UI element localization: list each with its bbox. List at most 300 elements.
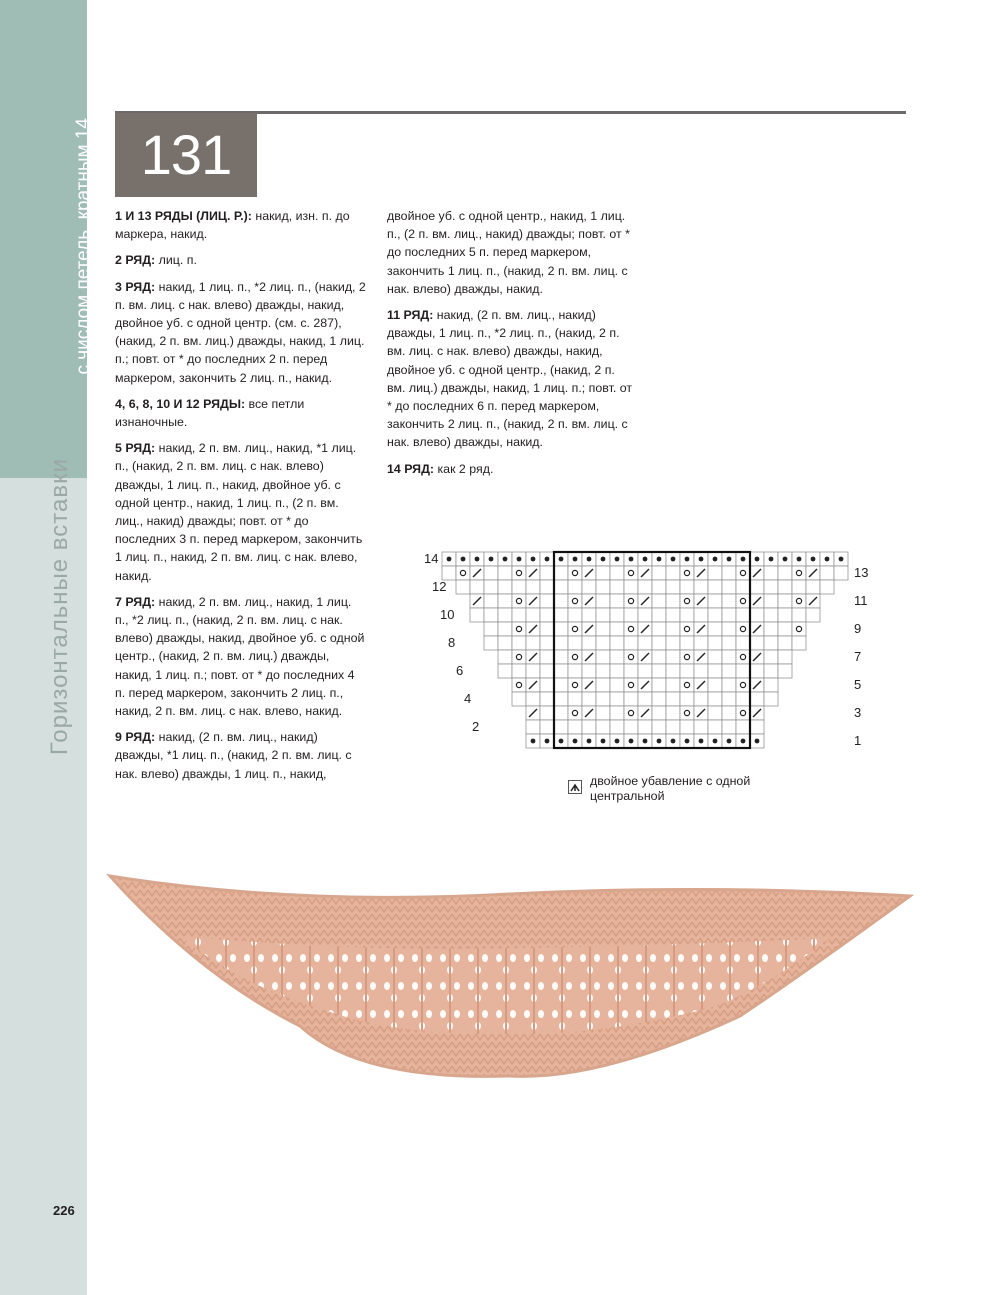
chart-cell [512,692,526,706]
chart-cell [722,706,736,720]
chart-cell [806,580,820,594]
chart-cell [596,636,610,650]
row-number-left: 12 [432,579,447,594]
chart-cell [792,608,806,622]
sidebar-section-title: Горизонтальные вставки [46,458,73,756]
chart-cell [554,664,568,678]
chart-cell [554,706,568,720]
chart-cell [568,678,582,692]
instruction-paragraph: 7 РЯД: накид, 2 п. вм. лиц., накид, 1 лиц. п., *2 лиц. п., (накид, 2 п. вм. лиц. с нак. влево) дважды, накид, двойное уб. с одной центр., (накид, 2 п. вм. лиц.) дважды, накид, 1 лиц. п.; повт. от * до последних 4 п. перед маркером, закончить 2 лиц. п., накид, 2 п. вм. лиц. с нак. влево, накид. [115,594,365,719]
purl-dot [559,557,564,562]
chart-cell [694,720,708,734]
chart-cell [540,678,554,692]
chart-cell [624,622,638,636]
row-number-left: 6 [456,663,464,678]
chart-cell [666,650,680,664]
purl-dot [545,557,550,562]
chart-cell [498,622,512,636]
legend-symbol-icon [568,780,582,794]
chart-cell [666,720,680,734]
purl-dot [615,557,620,562]
chart-cell [540,594,554,608]
chart-cell [568,664,582,678]
chart-cell [498,594,512,608]
chart-cell [568,566,582,580]
chart-cell [652,566,666,580]
chart-cell [512,594,526,608]
chart-cell [540,664,554,678]
chart-cell [792,566,806,580]
chart-cell [680,594,694,608]
chart-cell [708,650,722,664]
chart-cell [484,580,498,594]
purl-dot [615,739,620,744]
purl-dot [503,557,508,562]
instruction-paragraph: 5 РЯД: накид, 2 п. вм. лиц., накид, *1 лиц. п., (накид, 2 п. вм. лиц. с нак. влево) дважды, 1 лиц. п., накид, двойное уб. с одной центр., накид, 1 лиц. п., (2 п. вм. лиц., накид) дважды; повт. от * до последних 3 п. перед маркером, закончить 1 лиц. п., накид, 2 п. вм. лиц. с нак. влево, накид. [115,441,363,583]
chart-cell [484,622,498,636]
purl-dot [531,557,536,562]
chart-cell [596,608,610,622]
chart-cell [694,664,708,678]
chart-cell [778,608,792,622]
chart-cell [694,580,708,594]
chart-cell [638,720,652,734]
purl-dot [755,557,760,562]
chart-cell [652,594,666,608]
chart-cell [736,594,750,608]
chart-cell [666,678,680,692]
chart-cell [610,580,624,594]
chart-cell [568,692,582,706]
chart-cell [526,720,540,734]
purl-dot [671,739,676,744]
chart-cell [764,594,778,608]
chart-cell [610,594,624,608]
instruction-paragraph: 3 РЯД: накид, 1 лиц. п., *2 лиц. п., (накид, 2 п. вм. лиц. с нак. влево) дважды, накид, двойное уб. с одной центр. (см. с. 287), (накид, 2 п. вм. лиц.) дважды, накид, 1 лиц. п.; повт. от * до последних 2 п. перед маркером, закончить 2 лиц. п., накид. [115,279,366,385]
chart-cell [708,692,722,706]
chart-cell [582,636,596,650]
row-number-right: 3 [854,705,862,720]
chart-cell [764,636,778,650]
chart-cell [764,622,778,636]
chart-cell [610,636,624,650]
row-number-right: 7 [854,649,862,664]
chart-cell [722,692,736,706]
chart-cell [708,664,722,678]
chart-cell [722,580,736,594]
chart-cell [680,636,694,650]
chart-cell [652,706,666,720]
purl-dot [643,557,648,562]
chart-cell [708,706,722,720]
chart-cell [596,580,610,594]
row-number-left: 8 [448,635,456,650]
row-number-left: 2 [472,719,480,734]
chart-cell [610,706,624,720]
chart-cell [638,692,652,706]
purl-dot [531,739,536,744]
chart-cell [624,636,638,650]
page-number: 226 [53,1203,75,1218]
chart-cell [526,636,540,650]
purl-dot [587,739,592,744]
chart-cell [652,580,666,594]
chart-cell [498,608,512,622]
row-number-right: 11 [854,593,868,608]
chart-cell [582,580,596,594]
chart-cell [764,608,778,622]
chart-cell [484,608,498,622]
chart-cell [582,608,596,622]
chart-cell [638,580,652,594]
chart-cell [596,706,610,720]
purl-dot [475,557,480,562]
chart-cell [680,720,694,734]
chart-cell [568,622,582,636]
chart-cell [666,706,680,720]
purl-dot [545,739,550,744]
chart-cell [750,580,764,594]
chart-cell [610,650,624,664]
chart-cell [652,720,666,734]
chart-cell [624,692,638,706]
chart-cell [680,692,694,706]
chart-cell [792,636,806,650]
chart-cell [666,566,680,580]
chart-cell [610,622,624,636]
purl-dot [713,739,718,744]
purl-dot [727,739,732,744]
chart-cell [736,650,750,664]
chart-cell [666,622,680,636]
chart-cell [680,566,694,580]
chart-cell [708,608,722,622]
purl-dot [489,557,494,562]
sidebar-top-label: с числом петель, кратным 14 [73,118,94,375]
chart-cell [554,622,568,636]
chart-cell [610,692,624,706]
chart-cell [722,664,736,678]
chart-cell [652,608,666,622]
knitting-chart [410,548,890,808]
chart-cell [512,622,526,636]
chart-cell [722,608,736,622]
chart-cell [736,706,750,720]
chart-cell [680,580,694,594]
purl-dot [699,557,704,562]
instruction-paragraph: 11 РЯД: накид, (2 п. вм. лиц., накид) дважды, 1 лиц. п., *2 лиц. п., (накид, 2 п. вм. лиц. с нак. влево) дважды, накид, двойное уб. с одной центр., (накид, 2 п. вм. лиц.) дважды, накид, 1 лиц. п.; повт. от * до последних 6 п. перед маркером, закончить 2 лиц. п., (накид, 2 п. вм. лиц. с нак. влево) дважды, накид. [387,308,633,450]
chart-cell [666,664,680,678]
chart-cell [708,580,722,594]
chart-cell [554,692,568,706]
chart-cell [624,650,638,664]
chart-cell [554,720,568,734]
chart-cell [526,608,540,622]
chart-cell [778,636,792,650]
purl-dot [601,739,606,744]
chart-cell [652,678,666,692]
chart-cell [652,664,666,678]
chart-cell [540,650,554,664]
chart-cell [778,580,792,594]
knitting-chart-grid [410,548,890,758]
chart-cell [736,692,750,706]
chart-cell [722,636,736,650]
chart-cell [652,650,666,664]
chart-cell [652,692,666,706]
chart-cell [722,566,736,580]
purl-dot [783,557,788,562]
sidebar [0,0,94,1295]
chart-cell [666,580,680,594]
chart-cell [498,664,512,678]
chart-cell [708,566,722,580]
chart-cell [638,608,652,622]
instruction-paragraph: 4, 6, 8, 10 И 12 РЯДЫ: все петли изнаночные. [115,396,305,430]
chart-cell [652,636,666,650]
purl-dot [825,557,830,562]
purl-dot [461,557,466,562]
chart-cell [638,636,652,650]
chart-cell [820,580,834,594]
chart-cell [554,580,568,594]
chart-cell [526,692,540,706]
purl-dot [517,557,522,562]
chart-cell [708,636,722,650]
chart-cell [792,580,806,594]
pattern-number: 131 [115,113,257,197]
chart-cell [694,608,708,622]
row-number-right: 5 [854,677,862,692]
chart-cell [708,622,722,636]
chart-cell [568,706,582,720]
row-number-left: 4 [464,691,472,706]
chart-cell [512,636,526,650]
instructions-right-column [387,207,635,486]
chart-cell [526,580,540,594]
chart-cell [736,580,750,594]
chart-cell [666,692,680,706]
chart-cell [596,650,610,664]
chart-cell [792,622,806,636]
instruction-paragraph: 9 РЯД: накид, (2 п. вм. лиц., накид) дважды, *1 лиц. п., (накид, 2 п. вм. лиц. с нак. влево) дважды, 1 лиц. п., накид, [115,730,352,781]
chart-cell [708,594,722,608]
instruction-paragraph: 14 РЯД: как 2 ряд. [387,461,494,476]
chart-cell [778,664,792,678]
chart-cell [680,706,694,720]
purl-dot [657,739,662,744]
chart-cell [596,566,610,580]
chart-cell [540,720,554,734]
chart-cell [680,622,694,636]
chart-cell [764,566,778,580]
chart-cell [610,678,624,692]
chart-cell [540,692,554,706]
chart-cell [666,594,680,608]
chart-cell [736,636,750,650]
chart-cell [680,608,694,622]
chart-cell [442,566,456,580]
chart-cell [764,580,778,594]
purl-dot [447,557,452,562]
chart-cell [750,664,764,678]
chart-cell [624,608,638,622]
chart-cell [624,580,638,594]
chart-cell [806,608,820,622]
chart-cell [512,678,526,692]
purl-dot [559,739,564,744]
purl-dot [643,739,648,744]
purl-dot [741,557,746,562]
chart-cell [778,650,792,664]
chart-cell [610,608,624,622]
chart-cell [512,664,526,678]
chart-cell [540,622,554,636]
chart-cell [666,636,680,650]
chart-cell [554,566,568,580]
chart-cell [694,636,708,650]
chart-cell [540,566,554,580]
chart-cell [736,678,750,692]
purl-dot [741,739,746,744]
chart-cell [792,594,806,608]
chart-cell [540,608,554,622]
chart-cell [778,594,792,608]
purl-dot [573,739,578,744]
purl-dot [797,557,802,562]
chart-cell [540,580,554,594]
chart-cell [554,594,568,608]
chart-legend-text: двойное убавление с одной центральной [590,774,751,803]
row-number-left: 14 [424,551,439,566]
chart-cell [568,636,582,650]
chart-cell [764,692,778,706]
chart-cell [512,566,526,580]
chart-cell [652,622,666,636]
purl-dot [685,557,690,562]
chart-cell [596,664,610,678]
chart-cell [554,678,568,692]
chart-cell [722,622,736,636]
row-number-right: 13 [854,565,869,580]
chart-cell [624,594,638,608]
instructions-left-column [115,207,367,791]
chart-cell [624,664,638,678]
chart-cell [764,664,778,678]
chart-cell [834,566,848,580]
chart-cell [456,566,470,580]
chart-cell [736,622,750,636]
purl-dot [769,557,774,562]
chart-cell [736,720,750,734]
purl-dot [629,739,634,744]
chart-cell [722,720,736,734]
chart-cell [470,608,484,622]
purl-dot [811,557,816,562]
chart-cell [540,706,554,720]
chart-cell [680,650,694,664]
chart-cell [764,678,778,692]
chart-cell [764,650,778,664]
chart-cell [638,664,652,678]
chart-cell [498,580,512,594]
purl-dot [839,557,844,562]
chart-cell [610,664,624,678]
row-number-right: 1 [854,733,862,748]
chart-cell [750,720,764,734]
chart-cell [568,580,582,594]
chart-cell [820,566,834,580]
chart-cell [736,566,750,580]
chart-cell [512,650,526,664]
row-number-right: 9 [854,621,862,636]
purl-dot [601,557,606,562]
chart-cell [778,622,792,636]
knitted-sample-image [100,866,920,1096]
chart-cell [554,650,568,664]
purl-dot [699,739,704,744]
purl-dot [629,557,634,562]
chart-cell [750,636,764,650]
chart-cell [540,636,554,650]
chart-cell [722,678,736,692]
chart-cell [498,650,512,664]
chart-cell [610,566,624,580]
chart-cell [680,678,694,692]
chart-cell [708,678,722,692]
chart-cell [470,580,484,594]
chart-cell [694,692,708,706]
chart-cell [680,664,694,678]
purl-dot [713,557,718,562]
chart-cell [610,720,624,734]
chart-cell [498,566,512,580]
chart-cell [456,580,470,594]
purl-dot [657,557,662,562]
chart-cell [568,650,582,664]
chart-cell [596,622,610,636]
chart-cell [582,692,596,706]
purl-dot [685,739,690,744]
instruction-paragraph: 1 И 13 РЯДЫ (ЛИЦ. Р.): накид, изн. п. до маркера, накид. [115,209,350,242]
instruction-paragraph: 2 РЯД: лиц. п. [115,253,197,268]
chart-cell [624,720,638,734]
chart-cell [554,636,568,650]
chart-cell [484,636,498,650]
chart-cell [484,566,498,580]
chart-cell [624,566,638,580]
chart-cell [736,608,750,622]
purl-dot [587,557,592,562]
chart-cell [596,594,610,608]
chart-cell [750,608,764,622]
chart-cell [582,720,596,734]
chart-cell [624,678,638,692]
chart-cell [750,692,764,706]
chart-cell [596,692,610,706]
chart-cell [736,664,750,678]
chart-cell [512,608,526,622]
purl-dot [671,557,676,562]
chart-cell [512,580,526,594]
chart-cell [526,664,540,678]
chart-cell [596,678,610,692]
chart-cell [722,594,736,608]
chart-cell [568,720,582,734]
chart-cell [568,608,582,622]
chart-cell [666,608,680,622]
chart-cell [554,608,568,622]
